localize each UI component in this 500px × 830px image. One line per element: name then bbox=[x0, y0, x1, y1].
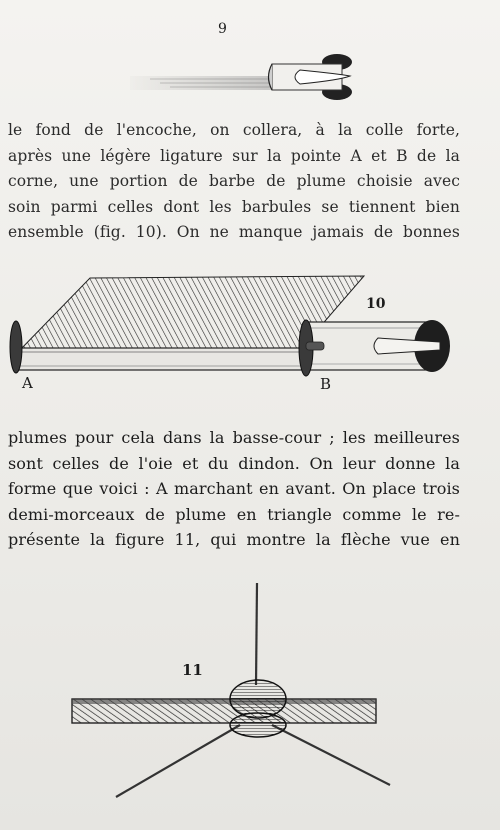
figure-10-point-b: B bbox=[320, 375, 332, 393]
figure-9-label: 9 bbox=[218, 21, 227, 37]
figure-11-label: 11 bbox=[182, 661, 203, 679]
figure-11-illustration bbox=[0, 575, 500, 825]
paragraph-1-line: ensemble (fig. 10). On ne manque jamais de bonnes bbox=[8, 223, 460, 241]
paragraph-2-line: plumes pour cela dans la basse-cour ; les meilleures bbox=[8, 428, 460, 447]
figure-10-point-a: A bbox=[22, 374, 33, 392]
paragraph-2-line: sont celles de l'oie et du dindon. On leur donne la bbox=[8, 453, 460, 473]
figure-10-label: 10 bbox=[366, 296, 386, 312]
paragraph-2-line: demi-morceaux de plume en triangle comme le re- bbox=[8, 504, 460, 524]
paragraph-2 bbox=[8, 425, 460, 553]
figure-9-illustration bbox=[0, 0, 500, 110]
paragraph-2-line: présente la figure 11, qui montre la flèche vue en bbox=[8, 530, 460, 549]
paragraph-1-line: soin parmi celles dont les barbules se tiennent bien bbox=[8, 197, 460, 216]
figure-10-illustration bbox=[0, 270, 500, 393]
paragraph-1-line: corne, une portion de barbe de plume choisie avec bbox=[8, 172, 460, 190]
paragraph-1 bbox=[8, 118, 460, 246]
paragraph-2-line: forme que voici : A marchant en avant. On place trois bbox=[8, 479, 460, 498]
paragraph-1-line: après une légère ligature sur la pointe A et B de la bbox=[8, 146, 460, 165]
paragraph-1-line: le fond de l'encoche, on collera, à la colle forte, bbox=[8, 121, 460, 139]
